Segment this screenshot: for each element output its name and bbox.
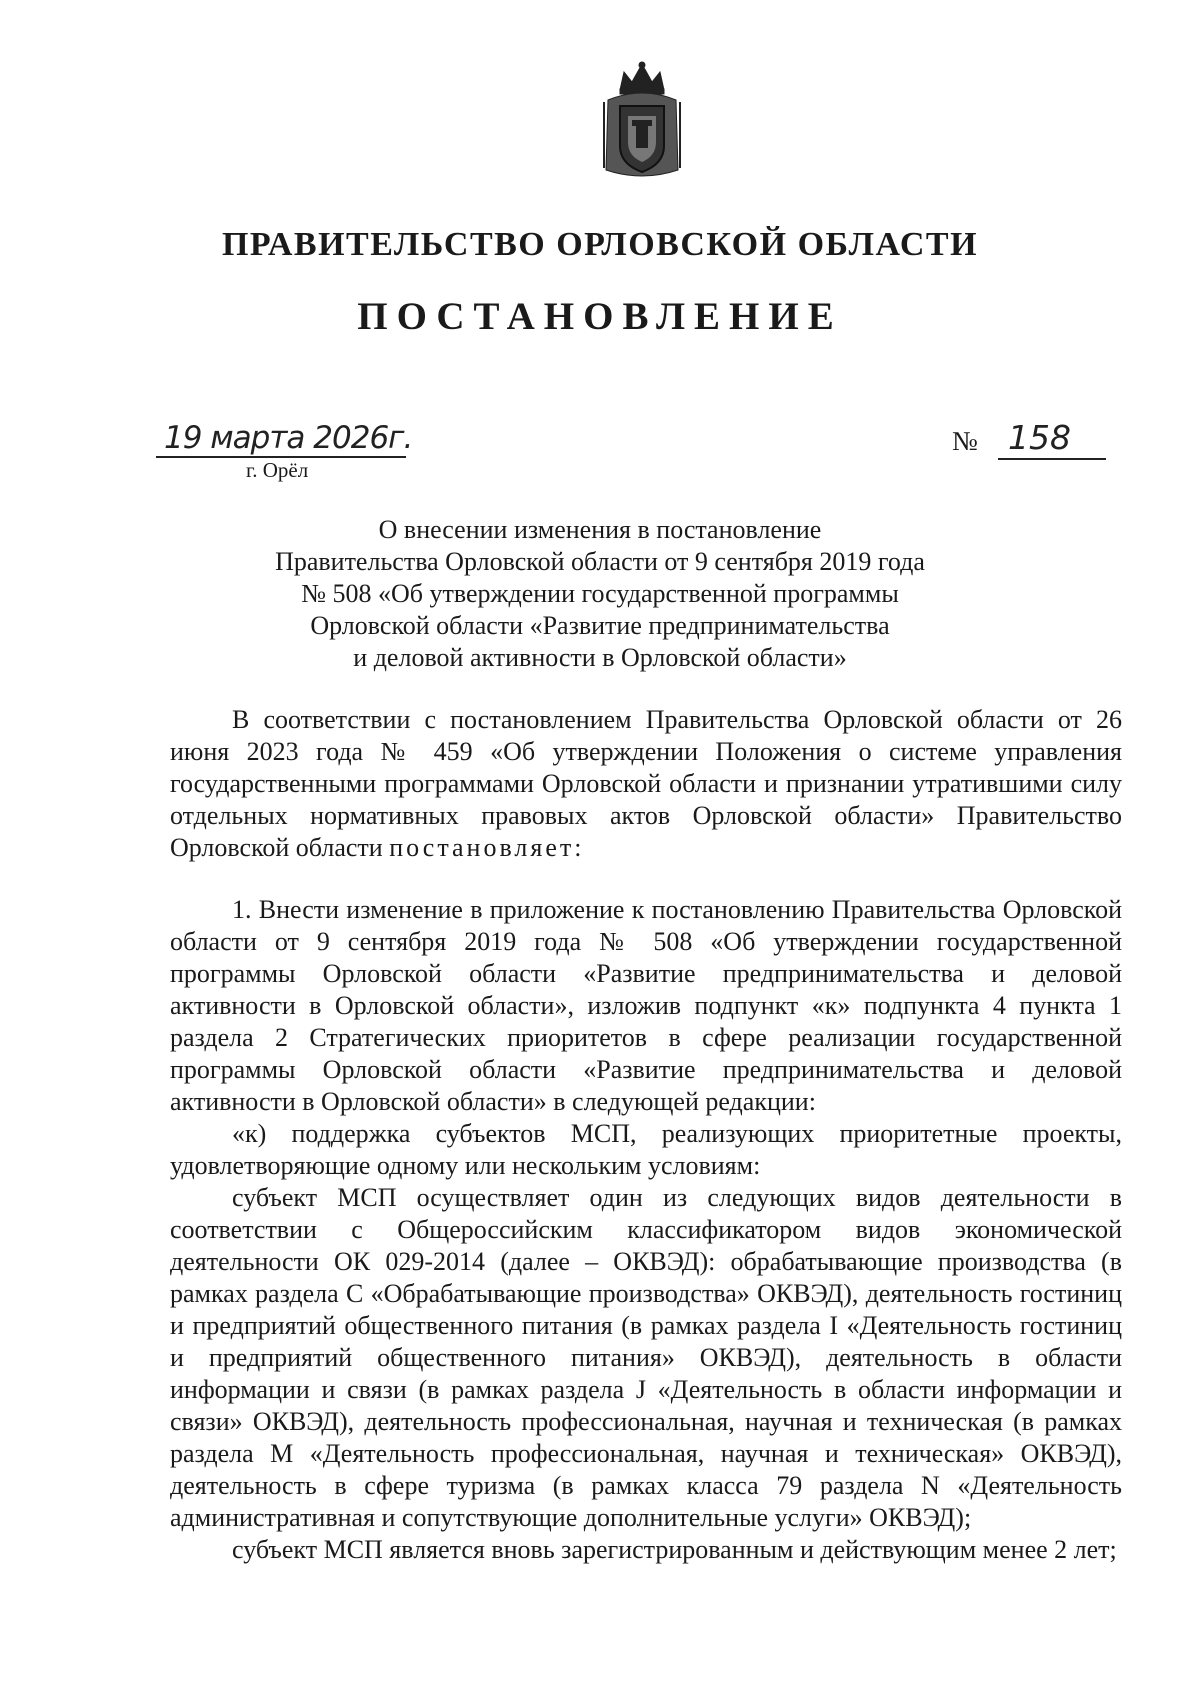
subject-line: Правительства Орловской области от 9 сентября 2019 года: [275, 547, 925, 576]
clause-paragraph: субъект МСП осуществляет один из следующих видов деятельности в соответствии с Общероссийским классификатором видов экономической деятельности ОК 029-2014 (далее – ОКВЭД): обрабатывающие производства (в рамках раздела С «Обрабатывающие производства» ОКВЭД), деятельность гостиниц и предприятий общественного питания (в рамках раздела I «Деятельность гостиниц и предприятий общественного питания» ОКВЭД), деятельность в области информации и связи (в рамках раздела J «Деятельность в области информации и связи» ОКВЭД), деятельность профессиональная, научная и техническая (в рамках раздела М «Деятельность профессиональная, научная и техническая» ОКВЭД), деятельность в сфере туризма (в рамках класса 79 раздела N «Деятельность административная и сопутствующие дополнительные услуги» ОКВЭД);: [170, 1183, 1122, 1532]
number-underline: [998, 458, 1106, 460]
organization-title: ПРАВИТЕЛЬСТВО ОРЛОВСКОЙ ОБЛАСТИ: [221, 226, 979, 263]
decree-word: постановляет:: [389, 833, 585, 862]
clause-paragraph: 1. Внести изменение в приложение к постановлению Правительства Орловской области от 9 сентября 2019 года № 508 «Об утверждении государственной программы Орловской области «Развитие предпринимательства и деловой активности в Орловской области», изложив подпункт «к» подпункта 4 пункта 1 раздела 2 Стратегических приоритетов в сфере реализации государственной программы Орловской области «Развитие предпринимательства и деловой активности в Орловской области» в следующей редакции:: [170, 895, 1122, 1116]
document-number-block: [952, 418, 1112, 463]
document-body: [170, 704, 1122, 1566]
clause-paragraph: «к) поддержка субъектов МСП, реализующих приоритетные проекты, удовлетворяющие одному или нескольким условиям:: [170, 1119, 1122, 1180]
handwritten-date: 19 марта 2026г.: [164, 420, 413, 456]
coat-of-arms-emblem: [598, 60, 686, 184]
document-subject: [270, 514, 930, 674]
subject-line: № 508 «Об утверждении государственной программы: [301, 579, 899, 608]
number-label: №: [952, 426, 978, 456]
preamble-text: В соответствии с постановлением Правительства Орловской области от 26 июня 2023 года № 459 «Об утверждении Положения о системе управления государственными программами Орловской области и признании утратившими силу отдельных нормативных правовых актов Орловской области» Правительство Орловской области: [170, 705, 1122, 862]
subject-line: и деловой активности в Орловской области»: [353, 643, 847, 672]
preamble-paragraph: [170, 704, 1122, 864]
document-date-block: [156, 420, 496, 480]
document-city: г. Орёл: [246, 458, 309, 482]
clause-paragraph: субъект МСП является вновь зарегистрированным и действующим менее 2 лет;: [232, 1535, 1117, 1564]
document-type-title: ПОСТАНОВЛЕНИЕ: [357, 295, 843, 338]
subject-line: Орловской области «Развитие предпринимательства: [310, 611, 890, 640]
subject-line: О внесении изменения в постановление: [378, 515, 822, 544]
handwritten-number: 158: [1008, 418, 1071, 457]
